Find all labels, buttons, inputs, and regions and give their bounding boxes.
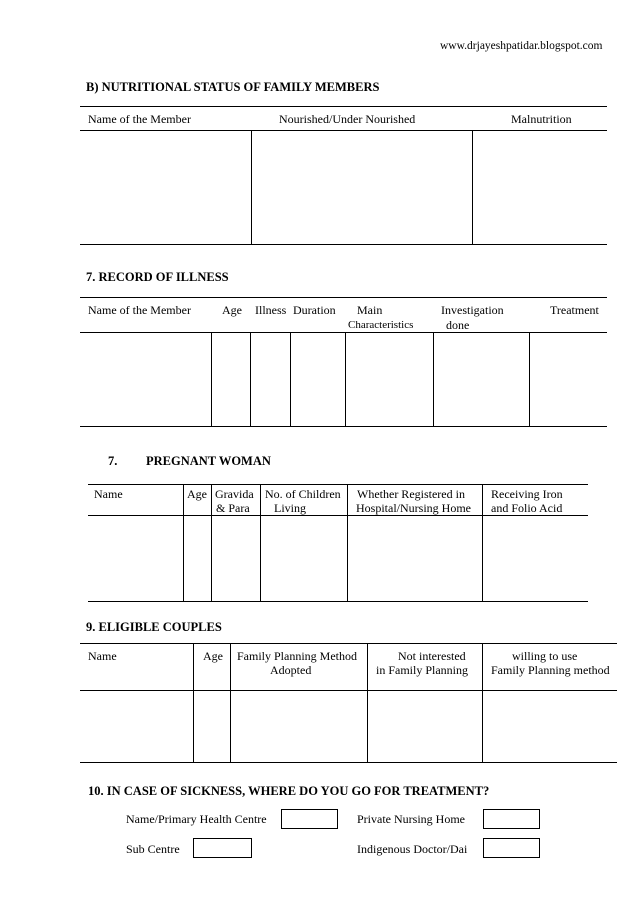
nutrition-header-name: Name of the Member xyxy=(88,112,191,126)
illness-header-illness: Illness xyxy=(255,303,287,317)
pregnant-header-iron: Receiving Iron xyxy=(491,487,563,501)
illness-col-divider xyxy=(290,332,291,426)
pregnant-header-name: Name xyxy=(94,487,123,501)
couples-table-top xyxy=(80,643,617,644)
nutrition-header-nourished: Nourished/Under Nourished xyxy=(279,112,416,126)
couples-col-divider xyxy=(367,643,368,762)
pregnant-col-divider xyxy=(347,484,348,601)
couples-header-adopted: Adopted xyxy=(270,663,312,677)
couples-table-bottom xyxy=(80,762,617,763)
nutrition-table-top xyxy=(80,106,607,107)
checkbox-sub-centre[interactable] xyxy=(193,838,252,858)
nutrition-header-malnutrition: Malnutrition xyxy=(511,112,572,126)
illness-table-top xyxy=(80,297,607,298)
nutrition-title: B) NUTRITIONAL STATUS OF FAMILY MEMBERS xyxy=(86,80,380,94)
option-label-phc: Name/Primary Health Centre xyxy=(126,812,267,826)
couples-header-name: Name xyxy=(88,649,117,663)
illness-col-divider xyxy=(529,332,530,426)
pregnant-col-divider xyxy=(482,484,483,601)
pregnant-header-gravida: Gravida xyxy=(215,487,254,501)
illness-header-name: Name of the Member xyxy=(88,303,191,317)
couples-col-divider xyxy=(482,643,483,762)
illness-header-age: Age xyxy=(222,303,242,317)
couples-header-divider xyxy=(80,690,617,691)
checkbox-indigenous[interactable] xyxy=(483,838,540,858)
illness-col-divider xyxy=(433,332,434,426)
pregnant-col-divider xyxy=(211,484,212,601)
illness-header-duration: Duration xyxy=(293,303,336,317)
illness-header-treatment: Treatment xyxy=(550,303,599,317)
site-url: www.drjayeshpatidar.blogspot.com xyxy=(440,40,603,52)
couples-col-divider xyxy=(193,643,194,762)
illness-title: 7. RECORD OF ILLNESS xyxy=(86,270,229,284)
option-label-indigenous: Indigenous Doctor/Dai xyxy=(357,842,468,856)
couples-header-willing: willing to use xyxy=(512,649,578,663)
pregnant-header-hospital: Hospital/Nursing Home xyxy=(356,501,471,515)
couples-title: 9. ELIGIBLE COUPLES xyxy=(86,620,222,634)
checkbox-phc[interactable] xyxy=(281,809,338,829)
couples-header-method: Family Planning Method xyxy=(237,649,357,663)
pregnant-header-living: Living xyxy=(274,501,306,515)
nutrition-header-divider xyxy=(80,130,607,131)
illness-col-divider xyxy=(211,332,212,426)
illness-header-investigation: Investigation xyxy=(441,303,504,317)
sickness-title: 10. IN CASE OF SICKNESS, WHERE DO YOU GO FOR TREATMENT? xyxy=(88,784,490,798)
pregnant-header-para: & Para xyxy=(216,501,250,515)
illness-header-divider xyxy=(80,332,607,333)
couples-col-divider xyxy=(230,643,231,762)
couples-header-in-planning: in Family Planning xyxy=(376,663,469,677)
pregnant-header-age: Age xyxy=(187,487,207,501)
illness-col-divider xyxy=(345,332,346,426)
checkbox-private-nursing[interactable] xyxy=(483,809,540,829)
pregnant-table-bottom xyxy=(88,601,588,602)
couples-header-age: Age xyxy=(203,649,223,663)
nutrition-col-divider xyxy=(472,130,473,244)
pregnant-header-folic: and Folio Acid xyxy=(491,501,563,515)
illness-table-bottom xyxy=(80,426,607,427)
pregnant-title: PREGNANT WOMAN xyxy=(146,454,271,468)
nutrition-table-bottom xyxy=(80,244,607,245)
illness-col-divider xyxy=(250,332,251,426)
pregnant-table-top xyxy=(88,484,588,485)
pregnant-col-divider xyxy=(260,484,261,601)
couples-header-planning-method: Family Planning method xyxy=(491,663,610,677)
illness-header-main: Main xyxy=(357,303,383,317)
couples-header-not-interested: Not interested xyxy=(398,649,466,663)
pregnant-header-children: No. of Children xyxy=(265,487,341,501)
pregnant-header-registered: Whether Registered in xyxy=(357,487,465,501)
illness-header-characteristics: Characteristics xyxy=(348,319,414,331)
pregnant-col-divider xyxy=(183,484,184,601)
nutrition-col-divider xyxy=(251,130,252,244)
pregnant-number: 7. xyxy=(108,454,118,468)
option-label-private-nursing: Private Nursing Home xyxy=(357,812,465,826)
option-label-sub-centre: Sub Centre xyxy=(126,842,180,856)
pregnant-header-divider xyxy=(88,515,588,516)
illness-header-done: done xyxy=(446,318,470,332)
